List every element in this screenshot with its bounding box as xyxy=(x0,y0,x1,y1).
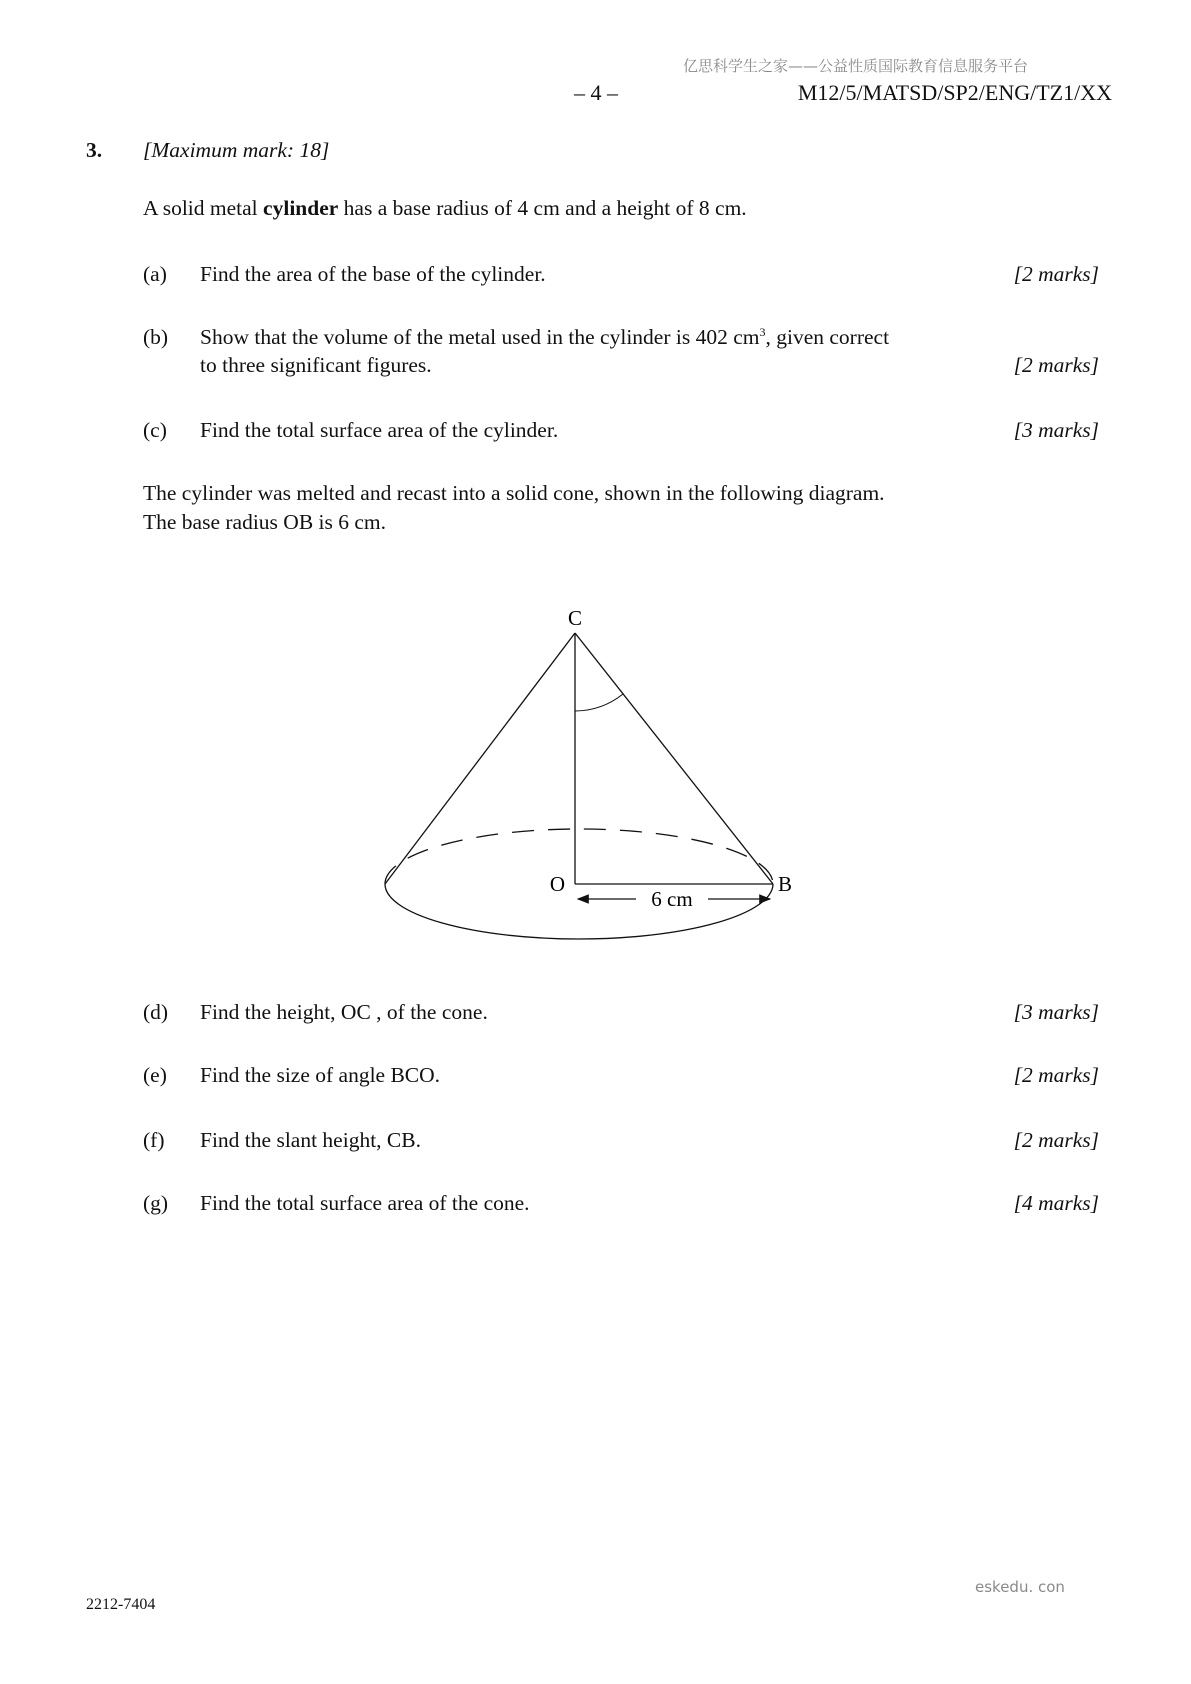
part-c-marks: [3 marks] xyxy=(1013,418,1099,442)
cone-side-left xyxy=(385,633,575,884)
part-e-label: (e) xyxy=(143,1063,167,1087)
part-b-text-line1 xyxy=(200,325,889,350)
part-g-label: (g) xyxy=(143,1191,169,1215)
watermark-bottom: eskedu. con xyxy=(975,1578,1065,1596)
question-number: 3. xyxy=(86,138,103,162)
intro-text-bold: cylinder xyxy=(263,196,339,220)
watermark-top: 亿思科学生之家——公益性质国际教育信息服务平台 xyxy=(683,57,1029,75)
part-a-label: (a) xyxy=(143,262,167,286)
recast-text-line1: The cylinder was melted and recast into a solid cone, shown in the following diagram. xyxy=(143,481,885,505)
cone-diagram xyxy=(370,596,810,946)
part-d-text: Find the height, OC , of the cone. xyxy=(200,1000,488,1024)
radius-label: 6 cm xyxy=(651,887,693,911)
part-b-text-line2: to three significant figures. xyxy=(200,353,432,377)
footer-code: 2212-7404 xyxy=(86,1596,156,1613)
label-b: B xyxy=(778,872,793,896)
recast-text-line2: The base radius OB is 6 cm. xyxy=(143,510,387,534)
part-g-marks: [4 marks] xyxy=(1013,1191,1099,1215)
part-d-marks: [3 marks] xyxy=(1013,1000,1099,1024)
cone-base-back xyxy=(385,829,773,884)
part-e-marks: [2 marks] xyxy=(1013,1063,1099,1087)
part-b-text-post: , given correct xyxy=(765,325,890,349)
intro-text-post: has a base radius of 4 cm and a height of 8 cm. xyxy=(338,196,747,220)
part-b-label: (b) xyxy=(143,325,169,349)
part-d-label: (d) xyxy=(143,1000,169,1024)
intro-text-pre: A solid metal xyxy=(143,196,264,220)
part-g-text: Find the total surface area of the cone. xyxy=(200,1191,530,1215)
part-a-marks: [2 marks] xyxy=(1013,262,1099,286)
label-o: O xyxy=(549,872,565,896)
intro-text xyxy=(143,196,747,221)
part-f-label: (f) xyxy=(143,1128,165,1152)
part-c-label: (c) xyxy=(143,418,167,442)
part-e-text: Find the size of angle BCO. xyxy=(200,1063,441,1087)
cone-side-right xyxy=(575,633,773,884)
page-number: – 4 – xyxy=(574,80,618,105)
label-c: C xyxy=(567,606,583,630)
cone-base-front xyxy=(385,884,773,939)
max-mark: [Maximum mark: 18] xyxy=(143,138,330,162)
part-f-text: Find the slant height, CB. xyxy=(200,1128,421,1152)
part-a-text: Find the area of the base of the cylinder. xyxy=(200,262,546,286)
angle-bco-arc xyxy=(575,694,623,711)
part-f-marks: [2 marks] xyxy=(1013,1128,1099,1152)
paper-code: M12/5/MATSD/SP2/ENG/TZ1/XX xyxy=(797,80,1112,105)
part-b-text-pre: Show that the volume of the metal used in the cylinder is 402 cm xyxy=(200,325,760,349)
part-b-superscript: 3 xyxy=(759,325,766,339)
part-c-text: Find the total surface area of the cylinder. xyxy=(200,418,559,442)
part-b-marks: [2 marks] xyxy=(1013,353,1099,377)
